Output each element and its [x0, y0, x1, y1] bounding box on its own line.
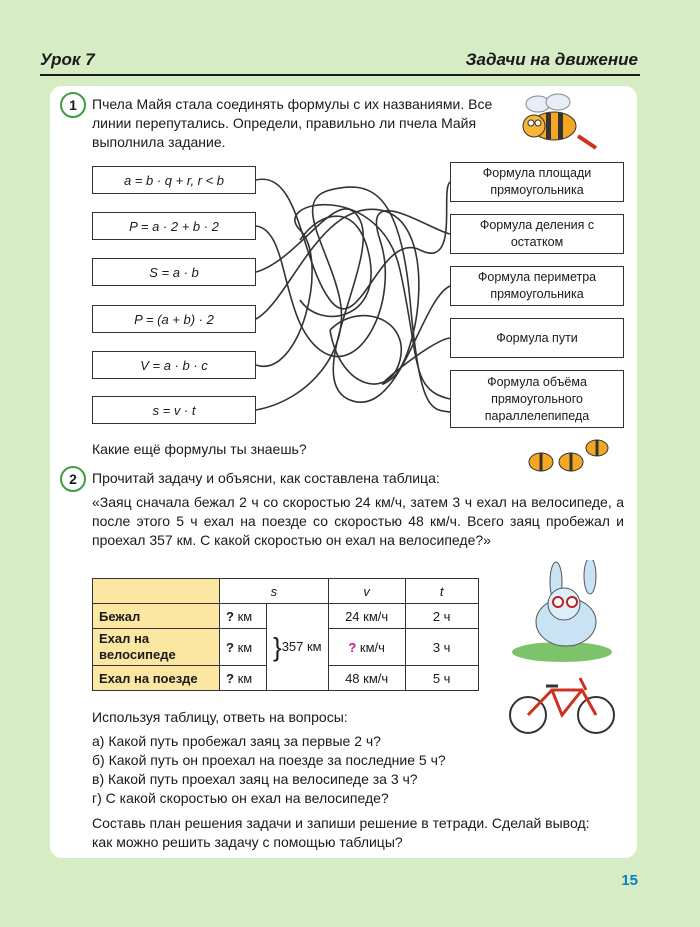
- s-cell: [220, 604, 267, 629]
- name-box: Формула пути: [450, 318, 624, 358]
- v-cell: 48 км/ч: [328, 666, 405, 691]
- lesson-title: Урок 7: [40, 50, 95, 69]
- name-box: Формула периметра прямоугольника: [450, 266, 624, 306]
- rabbit-bicycle-illustration: [500, 560, 625, 740]
- name-box: Формула объёма прямоугольного параллелепипеда: [450, 370, 624, 428]
- t-cell: 3 ч: [405, 629, 478, 666]
- question-c: в) Какой путь проехал заяц на велосипеде за 3 ч?: [92, 771, 418, 787]
- s-cell: [220, 629, 267, 666]
- col-header-s: s: [220, 579, 329, 604]
- formula-box: S = a · b: [92, 258, 256, 286]
- task2-problem: «Заяц сначала бежал 2 ч со скоростью 24 км/ч, затем 3 ч ехал на велосипеде, а после этого 5 ч ехал на поезде со скоростью 48 км/ч. Всего заяц пробежал и проехал 357 км. С какой скоростью он ехал на велосипеде?»: [92, 494, 624, 548]
- bees-illustration: [525, 436, 615, 476]
- v-cell: [328, 629, 405, 666]
- page-number: 15: [621, 872, 638, 889]
- task-number-2: 2: [60, 466, 86, 492]
- table-header-empty: [93, 579, 220, 604]
- unit: км/ч: [359, 639, 385, 655]
- task2-intro: Прочитай задачу и объясни, как составлена таблица:: [92, 470, 440, 486]
- row-label: Ехал на велосипеде: [93, 629, 220, 666]
- formula-box: a = b · q + r, r < b: [92, 166, 256, 194]
- question-mark: ?: [226, 608, 234, 624]
- formula-box: P = (a + b) · 2: [92, 305, 256, 333]
- question-d: г) С какой скоростью он ехал на велосипеде?: [92, 790, 389, 806]
- formula-box: P = a · 2 + b · 2: [92, 212, 256, 240]
- col-header-v: v: [328, 579, 405, 604]
- name-box: Формула деления с остатком: [450, 214, 624, 254]
- question-b: б) Какой путь он проехал на поезде за последние 5 ч?: [92, 752, 446, 768]
- question-mark: ?: [348, 639, 357, 655]
- s-cell: [220, 666, 267, 691]
- unit: км: [237, 670, 253, 686]
- total-value: 357 км: [281, 638, 322, 654]
- unit: км: [237, 608, 253, 624]
- t-cell: 2 ч: [405, 604, 478, 629]
- use-table-text: Используя таблицу, ответь на вопросы:: [92, 709, 348, 725]
- question-a: а) Какой путь пробежал заяц за первые 2 ч?: [92, 733, 381, 749]
- question-mark: ?: [226, 670, 234, 686]
- name-box: Формула площади прямоугольника: [450, 162, 624, 202]
- task1-text: Пчела Майя стала соединять формулы с их названиями. Все линии перепутались. Определи, правильно ли пчела Майя выполнила задание.: [92, 96, 493, 150]
- v-cell: 24 км/ч: [328, 604, 405, 629]
- formula-box: V = a · b · c: [92, 351, 256, 379]
- task-table: [92, 578, 479, 691]
- row-label: Бежал: [93, 604, 220, 629]
- formula-box: s = v · t: [92, 396, 256, 424]
- task-number-1: 1: [60, 92, 86, 118]
- topic-title: Задачи на движение: [465, 50, 638, 69]
- question-mark: ?: [226, 639, 234, 655]
- unit: км: [237, 639, 253, 655]
- col-header-t: t: [405, 579, 478, 604]
- row-label: Ехал на поезде: [93, 666, 220, 691]
- task2-conclusion: Составь план решения задачи и запиши решение в тетради. Сделай вывод: как можно решить задачу с помощью таблицы?: [92, 815, 590, 850]
- t-cell: 5 ч: [405, 666, 478, 691]
- task1-question: Какие ещё формулы ты знаешь?: [92, 441, 307, 457]
- total-distance: }357 км: [267, 604, 329, 691]
